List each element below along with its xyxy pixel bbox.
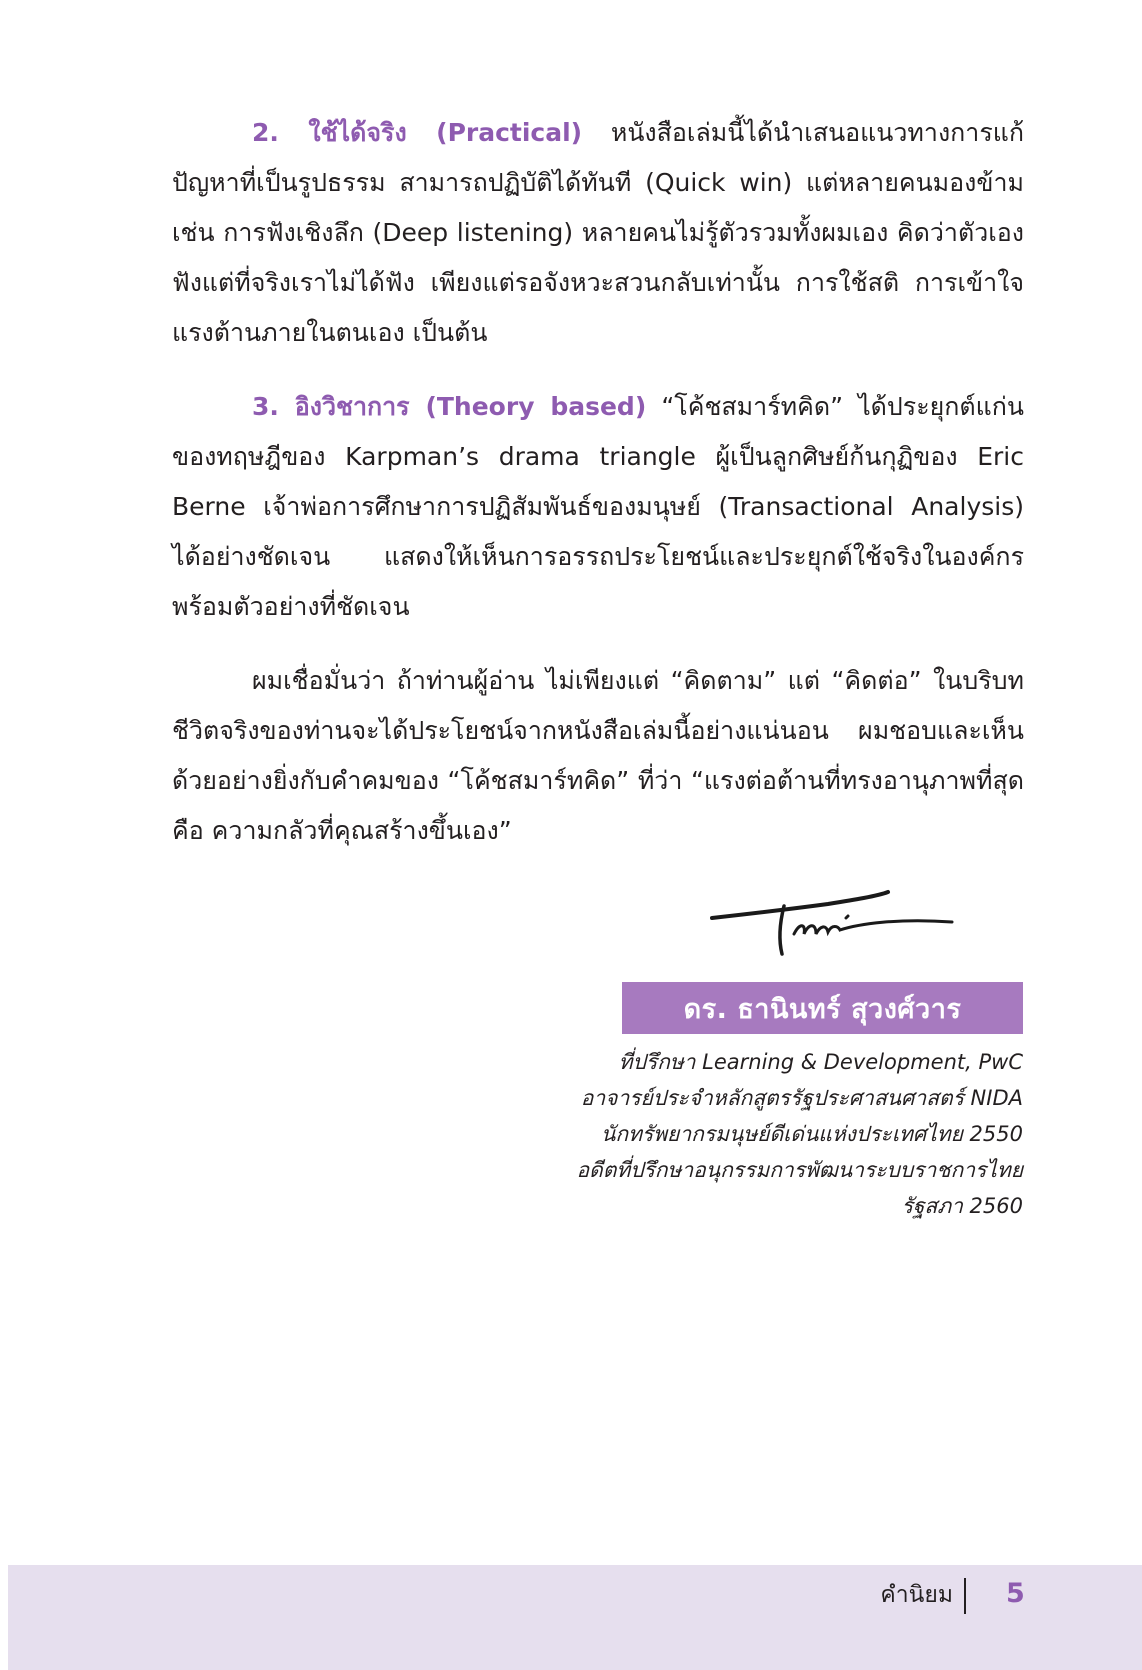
credential-line: รัฐสภา 2560 [901, 1194, 1023, 1218]
author-name-bar [622, 982, 1023, 1034]
main-content [172, 108, 1024, 880]
credential-line: นักทรัพยากรมนุษย์ดีเด่นแห่งประเทศไทย 2550 [601, 1122, 1023, 1146]
footer-section-label: คำนิยม [880, 1582, 953, 1608]
paragraph-heading: 3. อิงวิชาการ (Theory based) [252, 392, 647, 421]
paragraph-text: ผมเชื่อมั่นว่า ถ้าท่านผู้อ่าน ไม่เพียงแต่ “คิดตาม” แต่ “คิดต่อ” ในบริบทชีวิตจริงของท่านจะได้ประโยชน์จากหนังสือเล่มนี้อย่างแน่นอน ผมชอบและเห็นด้วยอย่างยิ่งกับคำคมของ “โค้ชสมาร์ทคิด” ที่ว่า “แรงต่อต้านที่ทรงอานุภาพที่สุด คือ ความกลัวที่คุณสร้างขึ้นเอง” [172, 666, 1024, 845]
author-name: ดร. ธานินทร์ สุวงศ์วาร [683, 993, 962, 1025]
paragraph-theory [172, 382, 1024, 632]
page-number: 5 [1006, 1578, 1025, 1609]
signature-image [708, 872, 958, 962]
author-credentials [523, 1044, 1023, 1224]
credential-line: อาจารย์ประจำหลักสูตรรัฐประศาสนศาสตร์ NIDA [580, 1086, 1023, 1110]
credential-line: ที่ปรึกษา Learning & Development, PwC [618, 1050, 1023, 1074]
credential-line: อดีตที่ปรึกษาอนุกรรมการพัฒนาระบบราชการไทย [576, 1158, 1023, 1182]
paragraph-text: หนังสือเล่มนี้ได้นำเสนอแนวทางการแก้ปัญหาที่เป็นรูปธรรม สามารถปฏิบัติได้ทันที (Quick win) แต่หลายคนมองข้าม เช่น การฟังเชิงลึก (Deep listening) หลายคนไม่รู้ตัวรวมทั้งผมเอง คิดว่าตัวเองฟังแต่ที่จริงเราไม่ได้ฟัง เพียงแต่รอจังหวะสวนกลับเท่านั้น การใช้สติ การเข้าใจแรงต้านภายในตนเอง เป็นต้น [172, 118, 1025, 347]
page-footer [8, 1565, 1142, 1670]
paragraph-heading: 2. ใช้ได้จริง (Practical) [252, 118, 583, 147]
footer-divider [964, 1578, 966, 1614]
paragraph-practical [172, 108, 1024, 358]
paragraph-conclusion [172, 656, 1024, 856]
paragraph-text: “โค้ชสมาร์ทคิด” ได้ประยุกต์แก่นของทฤษฎีของ Karpman’s drama triangle ผู้เป็นลูกศิษย์ก้นกุฏิของ Eric Berne เจ้าพ่อการศึกษาการปฏิสัมพันธ์ของมนุษย์ (Transactional Analysis) ได้อย่างชัดเจน แสดงให้เห็นการอรรถประโยชน์และประยุกต์ใช้จริงในองค์กร พร้อมตัวอย่างที่ชัดเจน [172, 392, 1025, 621]
